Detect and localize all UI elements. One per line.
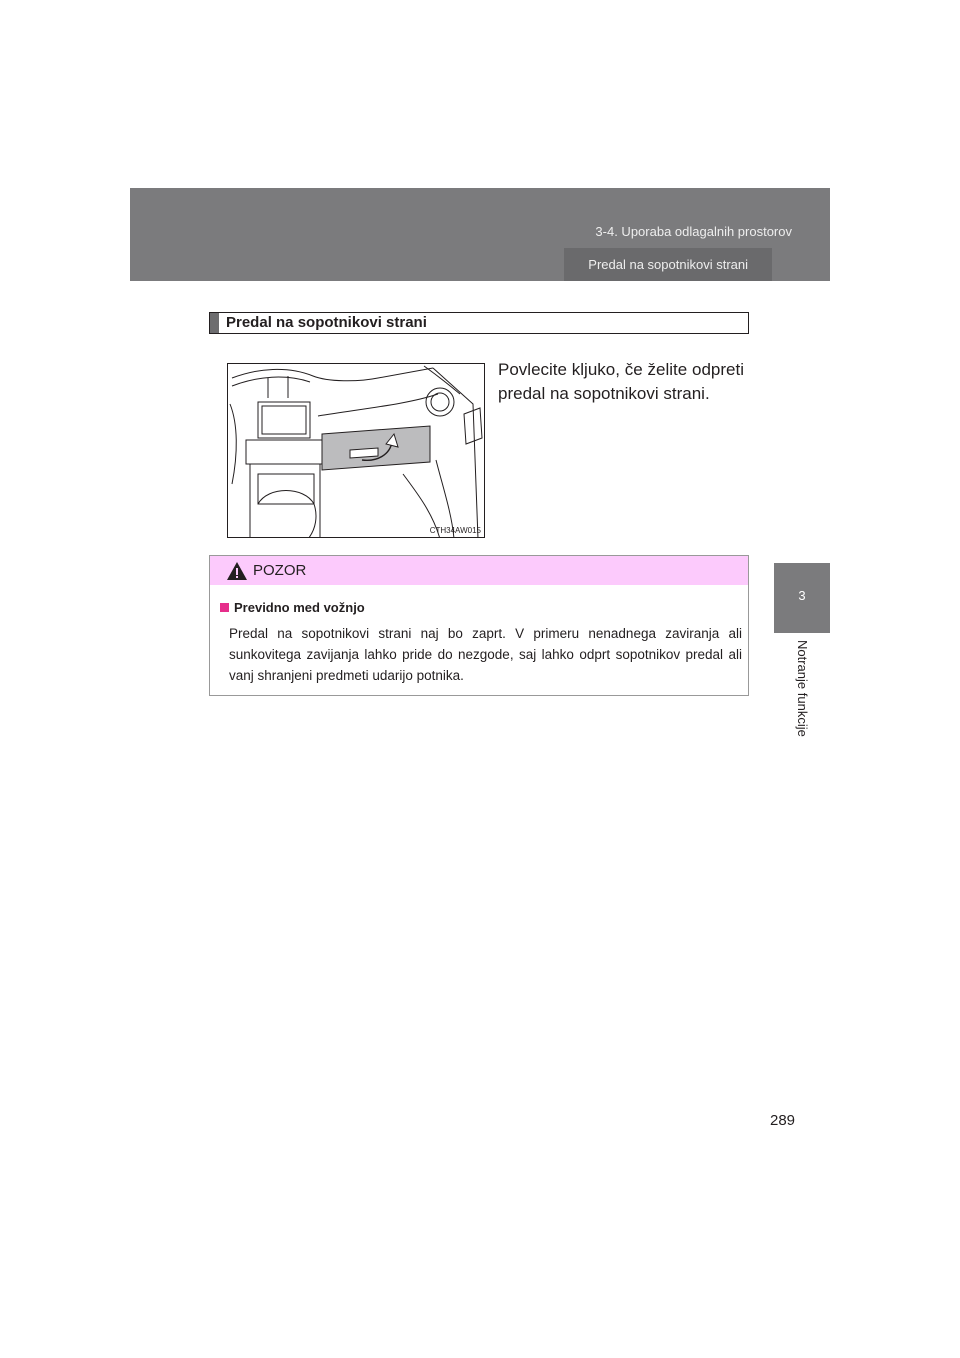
- bullet-square-icon: [220, 603, 229, 612]
- header-band: [130, 188, 830, 281]
- chapter-number-tab: 3: [774, 563, 830, 633]
- figure-code: CTH34AW015: [429, 526, 481, 535]
- warning-subheading-text: Previdno med vožnjo: [234, 600, 365, 615]
- header-topic-tab: Predal na sopotnikovi strani: [564, 248, 772, 281]
- chapter-section-title: 3-4. Uporaba odlagalnih prostorov: [595, 224, 792, 239]
- glovebox-figure: [227, 363, 485, 538]
- warning-box: [209, 555, 749, 696]
- warning-triangle-icon: [226, 561, 248, 581]
- section-heading: [209, 312, 749, 334]
- chapter-side-label: Notranje funkcije: [795, 640, 810, 737]
- dashboard-glovebox-illustration: [228, 364, 485, 538]
- warning-body: Predal na sopotnikovi strani naj bo zaprt. V primeru nenadnega zaviranja ali sunkovitega zavijanja lahko pride do nezgode, saj lahko odprt sopotnikov predal ali vanj shranjeni predmeti udarijo potnika.: [229, 626, 742, 683]
- warning-subheading: [220, 600, 365, 615]
- instruction-text: Povlecite kljuko, če želite odpreti predal na sopotnikovi strani.: [498, 360, 744, 403]
- section-heading-marker: [210, 313, 219, 333]
- page-number: 289: [770, 1112, 796, 1129]
- warning-header: [210, 556, 748, 585]
- section-heading-text: Predal na sopotnikovi strani: [226, 314, 427, 331]
- warning-label: POZOR: [253, 562, 307, 579]
